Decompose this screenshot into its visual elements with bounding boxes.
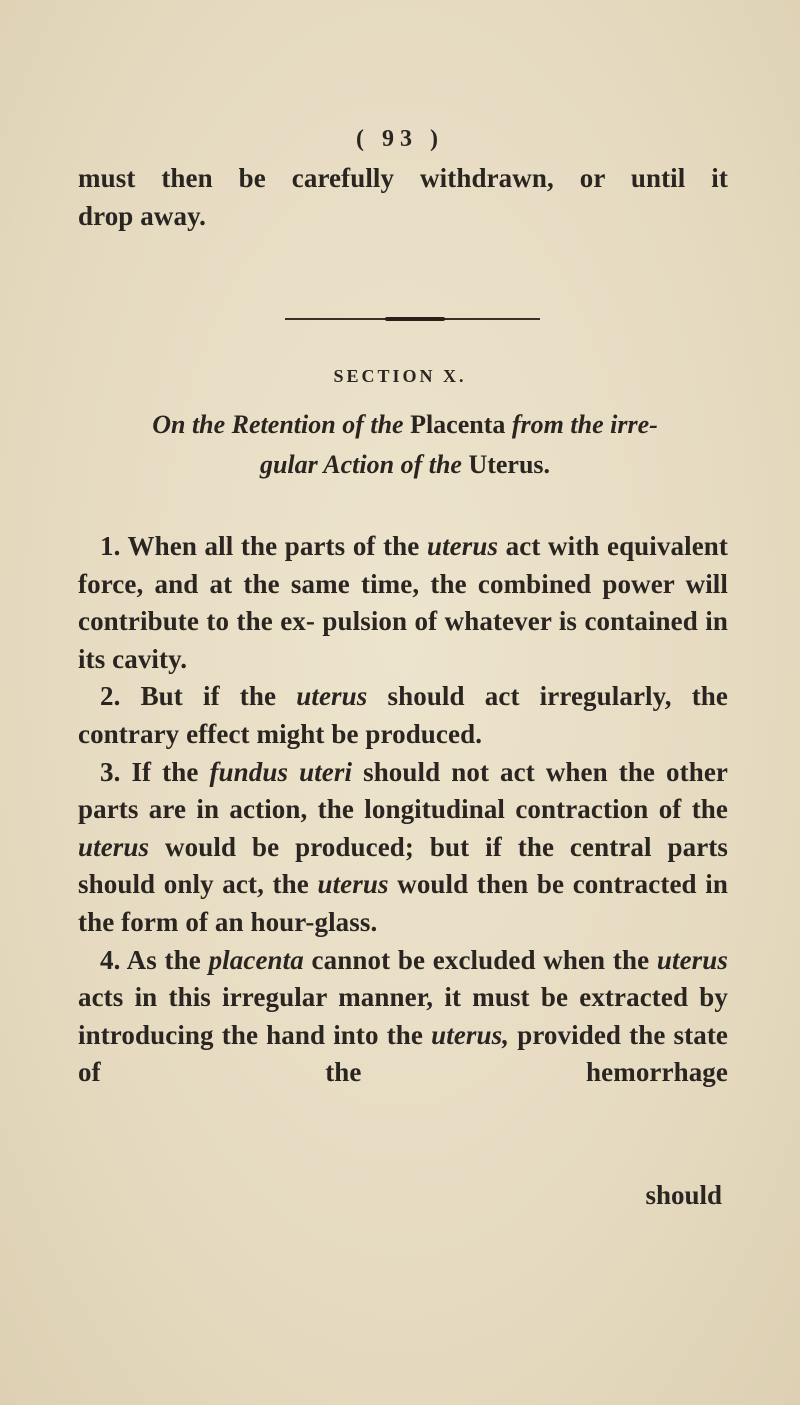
- paragraph-1-text-a: 1. When all the parts of the: [100, 531, 427, 561]
- subtitle-part-2: Placenta: [403, 410, 512, 439]
- section-subtitle: [110, 405, 700, 485]
- paragraph-4-text-a: 4. As the: [100, 944, 209, 975]
- section-heading: SECTION X.: [333, 366, 467, 386]
- paragraph-3-italic-b: fundus uteri: [209, 756, 353, 787]
- opening-text: [78, 160, 728, 235]
- subtitle-part-5: Uterus.: [461, 450, 551, 479]
- paragraph-3: [78, 754, 728, 942]
- paragraph-4-text-c: cannot be excluded when the: [303, 944, 657, 975]
- paragraph-3-text-c: should not act when the other parts are in action, the longitudinal contraction of the: [78, 756, 728, 825]
- page-number-header: ( 93 ): [356, 126, 444, 152]
- catchword: should: [645, 1180, 722, 1210]
- opening-line-2: drop away.: [78, 200, 207, 231]
- opening-line-1: must then be carefully withdrawn, or until it: [78, 163, 728, 193]
- paragraph-3-text-a: 3. If the: [100, 756, 210, 787]
- paragraph-3-text-e: would be produced; but if the central parts should only act, the: [78, 831, 728, 900]
- paragraph-4-text-e: acts in this irregular manner, it must be extracted by introducing the hand into the: [78, 982, 728, 1050]
- paragraph-1-italic: uterus: [426, 531, 499, 561]
- paragraph-2-italic: uterus: [296, 681, 368, 712]
- paragraph-2: [78, 678, 728, 753]
- paragraph-4-italic-b: placenta: [208, 944, 304, 975]
- paragraph-2-text-c: should act irregularly, the contrary effect might be produced.: [78, 681, 728, 749]
- subtitle-part-1: On the Retention of the: [152, 410, 404, 439]
- section-divider-rule: [285, 318, 540, 320]
- paragraph-4-text-g: provided the state of the hemorrhage: [78, 1019, 728, 1088]
- paragraph-4: [78, 942, 728, 1092]
- paragraph-2-text-a: 2. But if the: [100, 681, 297, 712]
- paragraph-3-text-g: would then be contracted in the form of an hour-glass.: [78, 869, 728, 937]
- subtitle-part-4: gular Action of the: [259, 450, 462, 479]
- paragraph-3-italic-d: uterus: [78, 831, 150, 862]
- paragraph-4-italic-f: uterus,: [431, 1019, 510, 1050]
- body-text: [78, 528, 728, 1092]
- paragraph-1-text-c: act with equivalent force, and at the same time, the combined power will contribute to the ex- pulsion of whatever is contained in its cavity.: [78, 531, 728, 674]
- paragraph-3-italic-f: uterus: [317, 869, 389, 900]
- subtitle-part-3: from the irre-: [511, 410, 658, 439]
- paragraph-4-italic-d: uterus: [656, 944, 728, 975]
- paragraph-1: [78, 528, 728, 678]
